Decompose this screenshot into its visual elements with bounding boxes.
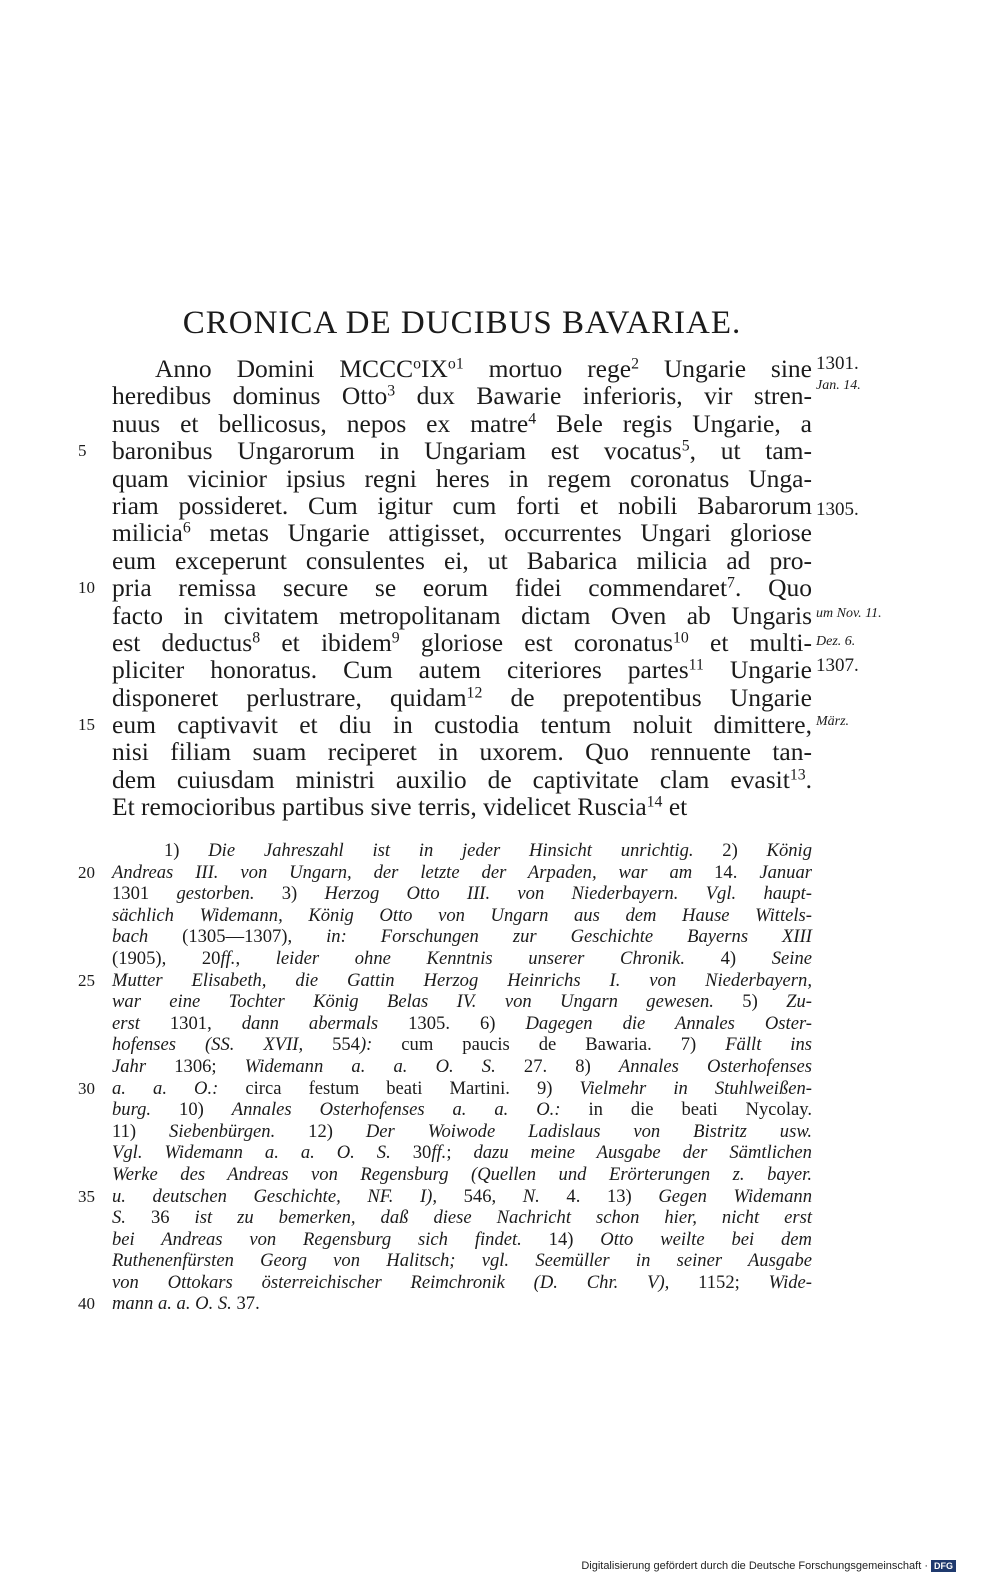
footnote-line: bei Andreas von Regensburg sich findet. 14) Otto weilte bei dem (112, 1228, 812, 1250)
dfg-logo: DFG (931, 1560, 956, 1572)
footnote-line: Jahr 1306; Widemann a. a. O. S. 27. 8) Annales Osterhofenses (112, 1055, 812, 1077)
main-text-line: eum exceperunt consulentes ei, ut Babarica milicia ad pro- (112, 545, 812, 575)
margin-date-1307 (816, 656, 859, 676)
footnote-line: (1905), 20ff., leider ohne Kenntnis unserer Chronik. 4) Seine (112, 947, 813, 969)
footnote-line: erst 1301, dann abermals 1305. 6) Dagegen die Annales Oster- (112, 1012, 813, 1034)
line-number: 30 (78, 1078, 95, 1098)
main-text-line: Et remocioribus partibus sive terris, videlicet Ruscia$^{14}$ et (112, 792, 688, 822)
main-text-line: Anno Domini $MCCC^oIX^{o1}$ mortuo rege$^2$ Ungarie sine (155, 354, 812, 383)
line-number: 10 (78, 578, 95, 598)
main-text-block (78, 354, 813, 822)
margin-date-dez (816, 630, 855, 652)
main-text-line: pria remissa secure se eorum fidei commendaret$^7$. Quo 10 (78, 573, 812, 603)
footnotes-block (78, 840, 813, 1315)
footnote-line: war eine Tochter König Belas IV. von Ungarn gewesen. 5) Zu- (112, 991, 812, 1013)
footnote-line: bach (1305—1307), in: Forschungen zur Geschichte Bayerns XIII (112, 926, 812, 948)
main-text-line: milicia$^6$ metas Ungarie attigisset, occurrentes Ungari gloriose (112, 518, 812, 548)
credit-text: Digitalisierung gefördert durch die Deutsche Forschungsgemeinschaft · (581, 1560, 928, 1572)
margin-day: Dez. 6. (816, 634, 856, 649)
line-number: 20 (78, 862, 95, 882)
margin-day: um Nov. 11. (816, 606, 882, 621)
footnote-line: Andreas III. von Ungarn, der letzte der Arpaden, war am 14. Januar 20 (78, 861, 812, 883)
margin-date-maerz (816, 710, 849, 732)
page-title: CRONICA DE DUCIBUS BAVARIAE. (182, 305, 742, 341)
footnote-line: sächlich Widemann, König Otto von Ungarn aus dem Hause Wittels- (112, 904, 812, 926)
margin-day: März. (816, 714, 850, 729)
margin-date-nov (816, 602, 882, 624)
line-number: 5 (78, 441, 87, 461)
footnote-line: Vgl. Widemann a. a. O. S. 30ff.; dazu meine Ausgabe der Sämtlichen (112, 1142, 812, 1164)
footnote-line: hofenses (SS. XVII, 554): cum paucis de Bawaria. 7) Fällt ins (112, 1034, 813, 1056)
margin-date-1301 (816, 354, 861, 396)
footnote-line: a. a. O.: circa festum beati Martini. 9) Vielmehr in Stuhlweißen- 30 (78, 1077, 812, 1099)
margin-year: 1301. (816, 353, 859, 374)
footnote-line: mann a. a. O. S. 37. 40 (78, 1293, 260, 1315)
line-number: 25 (78, 970, 95, 990)
main-text-line: eum captivavit et diu in custodia tentum noluit dimittere, 15 (78, 710, 812, 740)
margin-year: 1305. (816, 499, 859, 520)
main-text-line: pliciter honoratus. Cum autem citeriores partes$^{11}$ Ungarie (112, 655, 812, 685)
footnote-line: 1301 gestorben. 3) Herzog Otto III. von Niederbayern. Vgl. haupt- (112, 883, 812, 905)
main-text-line: nuus et bellicosus, nepos ex matre$^4$ Bele regis Ungarie, a (112, 408, 813, 438)
margin-day: Jan. 14. (816, 378, 861, 393)
line-number: 35 (78, 1186, 95, 1206)
footnote-line: S. 36 ist zu bemerken, daß diese Nachricht schon hier, nicht erst (112, 1207, 812, 1229)
main-text-line: quam vicinior ipsius regni heres in regem coronatus Unga- (112, 463, 812, 493)
footnote-line: Mutter Elisabeth, die Gattin Herzog Heinrichs I. von Niederbayern, 25 (78, 969, 812, 991)
footnote-line: 11) Siebenbürgen. 12) Der Woiwode Ladislaus von Bistritz usw. (112, 1120, 813, 1142)
line-number: 40 (78, 1294, 95, 1314)
main-text-line: nisi filiam suam reciperet in uxorem. Quo rennuente tan- (112, 737, 812, 767)
footnote-line: Werke des Andreas von Regensburg (Quellen und Erörterungen z. bayer. (112, 1163, 812, 1185)
main-text-line: heredibus dominus Otto$^3$ dux Bawarie inferioris, vir stren- (112, 381, 812, 411)
margin-date-1305 (816, 500, 859, 520)
footnote-line: 1) Die Jahreszahl ist in jeder Hinsicht unrichtig. 2) König (164, 840, 813, 861)
main-text-line: baronibus Ungarorum in Ungariam est vocatus$^5$, ut tam- 5 (78, 436, 812, 466)
digitization-credit (581, 1560, 956, 1572)
main-text-line: dem cuiusdam ministri auxilio de captivitate clam evasit$^{13}$. (112, 764, 812, 794)
margin-year: 1307. (816, 655, 859, 676)
main-text-line: est deductus$^8$ et ibidem$^9$ gloriose est coronatus$^{10}$ et multi- (112, 627, 812, 657)
main-text-line: riam possideret. Cum igitur cum forti et nobili Babarorum (112, 490, 812, 520)
footnote-line: Ruthenenfürsten Georg von Halitsch; vgl. Seemüller in seiner Ausgabe (112, 1250, 812, 1272)
main-text-line: disponeret perlustrare, quidam$^{12}$ de prepotentibus Ungarie (112, 682, 812, 712)
line-number: 15 (78, 715, 95, 735)
footnote-line: von Ottokars österreichischer Reimchronik (D. Chr. V), 1152; Wide- (112, 1271, 812, 1293)
main-text-line: facto in civitatem metropolitanam dictam Oven ab Ungaris (112, 600, 812, 630)
footnote-line: burg. 10) Annales Osterhofenses a. a. O.: in die beati Nycolay. (112, 1099, 812, 1121)
footnote-line: u. deutschen Geschichte, NF. I), 546, N. 4. 13) Gegen Widemann 35 (78, 1185, 812, 1207)
